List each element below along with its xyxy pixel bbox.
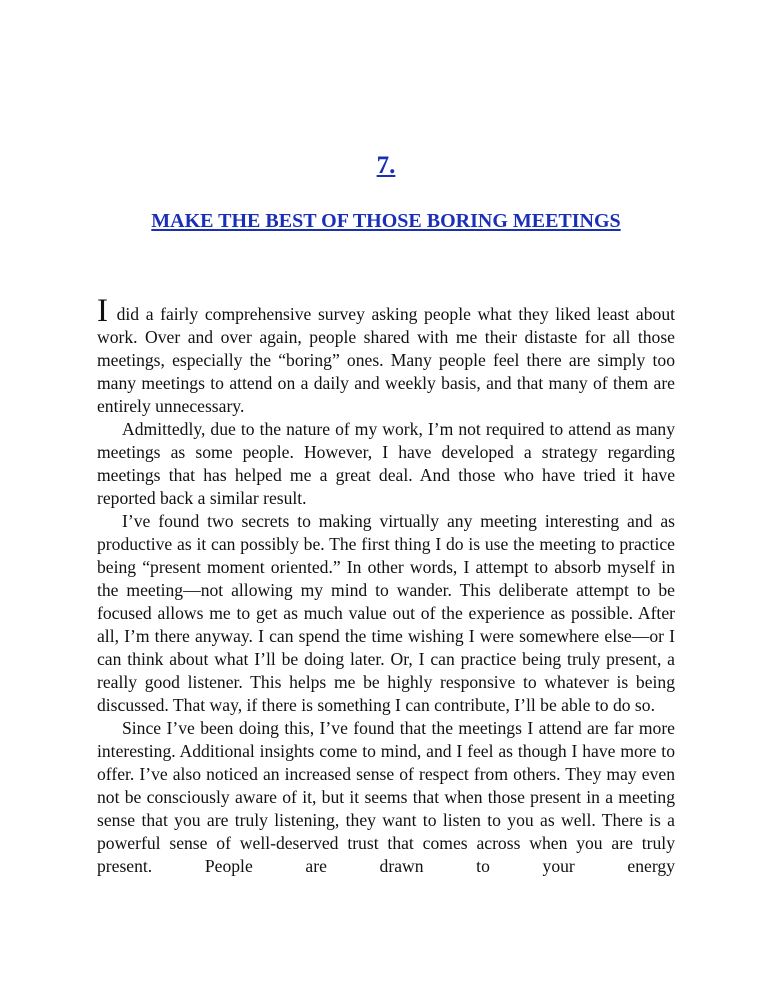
paragraph-2: Admittedly, due to the nature of my work, I’m not required to attend as many meetings as some people. However, I have developed a strategy regarding meetings that has helped me a great deal. And those who have tried it have reported back a similar result. <box>97 419 675 508</box>
chapter-body <box>97 293 675 878</box>
paragraph-1-text: did a fairly comprehensive survey asking people what they liked least about work. Over and over again, people shared with me their distaste for all those meetings, especially the “boring” ones. Many people feel there are simply too many meetings to attend on a daily and weekly basis, and that many of them are entirely unnecessary. <box>97 304 675 416</box>
chapter-number-link[interactable]: 7. <box>376 152 396 179</box>
paragraph-3: I’ve found two secrets to making virtually any meeting interesting and as productive as it can possibly be. The first thing I do is use the meeting to practice being “present moment oriented.” In other words, I attempt to absorb myself in the meeting—not allowing my mind to wander. This deliberate attempt to be focused allows me to get as much value out of the experience as possible. After all, I’m there anyway. I can spend the time wishing I were somewhere else—or I can think about what I’ll be doing later. Or, I can practice being truly present, a really good listener. This helps me be highly responsive to whatever is being discussed. That way, if there is something I can contribute, I’ll be able to do so. <box>97 511 675 715</box>
paragraph-4: Since I’ve been doing this, I’ve found that the meetings I attend are far more interesting. Additional insights come to mind, and I feel as though I have more to offer. I’ve also noticed an increased sense of respect from others. They may even not be consciously aware of it, but it seems that when those present in a meeting sense that you are truly listening, they want to listen to you as well. There is a powerful sense of well-deserved trust that comes across when you are truly present. People are drawn to your energy <box>97 718 675 876</box>
chapter-number <box>0 150 772 182</box>
drop-cap: I <box>97 293 108 329</box>
chapter-title-link[interactable]: MAKE THE BEST OF THOSE BORING MEETINGS <box>151 210 621 232</box>
paragraph-1 <box>97 293 675 418</box>
chapter-title <box>0 207 772 235</box>
